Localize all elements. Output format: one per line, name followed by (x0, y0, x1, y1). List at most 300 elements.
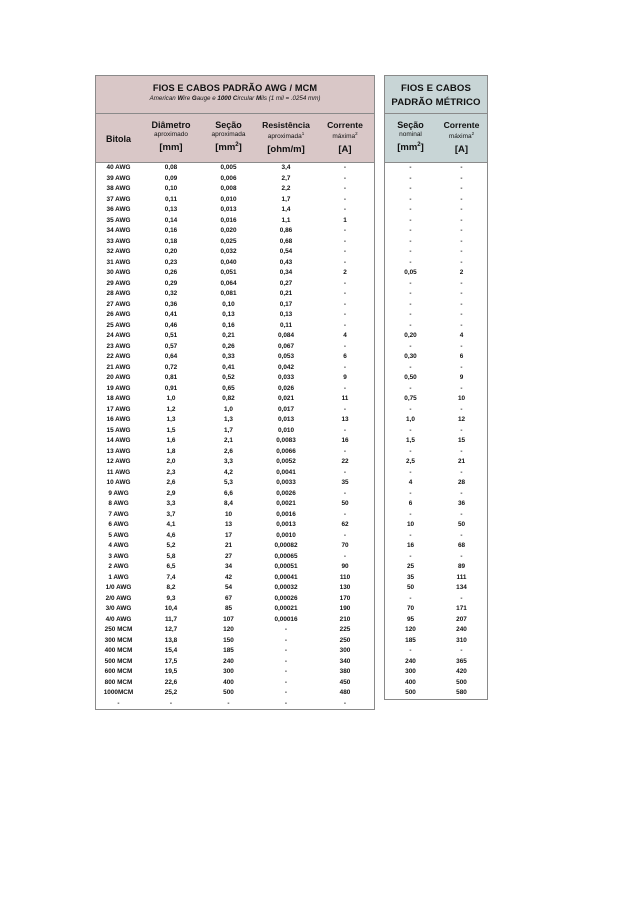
cell-bitola: 14 AWG (106, 437, 131, 444)
cell-corrente-maxima: - (460, 258, 463, 266)
table-row (96, 426, 374, 437)
table-row (385, 352, 487, 363)
table-row (385, 520, 487, 531)
cell-corrente: - (343, 321, 347, 329)
cell-corrente: 62 (341, 521, 349, 528)
cell-secao: 0,040 (220, 258, 237, 266)
cell-secao: 3,3 (224, 458, 233, 465)
table-row (385, 457, 487, 468)
cell-corrente: 250 (339, 636, 351, 644)
cell-resistencia: 0,0010 (276, 531, 296, 539)
cell-bitola: 40 AWG (106, 164, 131, 171)
awg-subtitle: American Wire Gauge e 1000 Circular Mils (1 mil = .0254 mm) (149, 95, 321, 102)
table-row (96, 468, 374, 479)
cell-resistencia: 0,34 (279, 269, 293, 276)
cell-bitola: 32 AWG (106, 248, 131, 255)
header-secao: Seção aproximada $[mm^2]$ (211, 120, 246, 154)
cell-corrente: - (343, 206, 347, 213)
cell-bitola: 37 AWG (106, 195, 131, 203)
cell-diametro: 0,91 (164, 384, 178, 392)
cell-corrente: - (343, 489, 347, 497)
cell-corrente: - (343, 227, 347, 234)
table-row (96, 352, 374, 363)
cell-corrente: - (343, 300, 347, 308)
cell-bitola: 24 AWG (106, 332, 131, 339)
table-row (96, 174, 374, 185)
table-row (385, 331, 487, 342)
cell-resistencia: - (284, 678, 288, 686)
cell-corrente-maxima: - (460, 510, 463, 518)
cell-secao: 0,82 (222, 395, 235, 402)
cell-diametro: 5,2 (166, 542, 176, 549)
table-row (385, 216, 487, 227)
cell-corrente-maxima: - (460, 447, 463, 455)
cell-secao-nominal: - (409, 552, 412, 560)
header-resistencia: Resistência aproximada$^1$ [ohm/m] (262, 120, 310, 156)
cell-secao-nominal: 25 (406, 563, 415, 570)
table-row (385, 510, 487, 521)
metric-title: FIOS E CABOS PADRÃO MÉTRICO (391, 83, 481, 108)
cell-secao-nominal: 16 (406, 542, 415, 549)
cell-corrente-maxima: 240 (456, 626, 467, 633)
cell-secao-nominal: 0,75 (404, 395, 417, 402)
cell-bitola: 35 AWG (106, 216, 131, 224)
table-row (96, 604, 374, 615)
cell-bitola: 12 AWG (106, 458, 131, 465)
cell-resistencia: 0,27 (279, 279, 293, 287)
cell-corrente: - (343, 363, 347, 371)
cell-corrente-maxima: - (460, 164, 463, 171)
cell-bitola: 4/0 AWG (105, 615, 132, 623)
cell-resistencia: 0,0066 (276, 447, 296, 455)
table-row (385, 363, 487, 374)
cell-resistencia: 1,4 (281, 206, 291, 213)
cell-corrente: 130 (339, 584, 351, 591)
table-row (96, 594, 374, 605)
cell-bitola: 27 AWG (106, 300, 131, 308)
cell-secao-nominal: - (409, 468, 412, 476)
cell-corrente: 2 (343, 269, 347, 276)
cell-secao-nominal: 70 (406, 605, 415, 612)
cell-bitola: 6 AWG (108, 521, 129, 528)
table-row (385, 541, 487, 552)
cell-resistencia: 0,11 (279, 321, 293, 329)
cell-secao-nominal: 50 (406, 584, 415, 591)
table-row (96, 237, 374, 248)
cell-corrente: 4 (343, 332, 347, 339)
cell-bitola: 30 AWG (106, 269, 131, 276)
cell-diametro: 2,6 (166, 479, 176, 486)
table-row (96, 688, 374, 699)
cell-corrente: 170 (339, 594, 351, 602)
cell-corrente: - (343, 384, 347, 392)
cell-secao: 0,008 (220, 185, 237, 192)
cell-corrente: 340 (339, 657, 351, 665)
table-row (385, 426, 487, 437)
cell-secao: 150 (223, 636, 234, 644)
cell-resistencia: 0,053 (278, 353, 294, 360)
table-row (96, 489, 374, 500)
table-row (385, 195, 487, 206)
cell-bitola: 17 AWG (106, 405, 131, 413)
cell-diametro: 1,3 (166, 416, 176, 423)
table-row (385, 667, 487, 678)
cell-corrente: - (343, 237, 347, 245)
cell-resistencia: 0,0026 (276, 489, 296, 497)
table-row (385, 258, 487, 269)
cell-corrente-maxima: 12 (457, 416, 466, 423)
cell-secao: 300 (223, 668, 234, 675)
table-row (385, 688, 487, 699)
cell-diametro: 12,7 (164, 626, 178, 633)
cell-secao-nominal: - (409, 342, 412, 350)
cell-corrente: 380 (339, 668, 351, 675)
cell-bitola: 20 AWG (106, 374, 131, 381)
cell-diametro: 3,7 (166, 510, 176, 518)
cell-secao-nominal: 35 (406, 573, 415, 581)
cell-bitola: 26 AWG (106, 311, 131, 318)
cell-secao-nominal: 6 (408, 500, 413, 507)
cell-bitola: 21 AWG (106, 363, 131, 371)
cell-secao-nominal: - (409, 311, 412, 318)
cell-bitola: 250 MCM (104, 626, 133, 633)
cell-secao-nominal: - (409, 185, 412, 192)
table-row (385, 573, 487, 584)
awg-header-row (96, 114, 374, 163)
cell-resistencia: 0,00082 (274, 542, 298, 549)
metric-title-block (385, 76, 487, 114)
cell-resistencia: 2,7 (281, 174, 291, 182)
cell-corrente-maxima: 134 (456, 584, 467, 591)
cell-secao: 85 (224, 605, 233, 612)
table-row (385, 436, 487, 447)
cell-corrente-maxima: - (460, 384, 463, 392)
cell-secao: 21 (224, 542, 233, 549)
cell-diametro: 19,5 (164, 668, 178, 675)
cell-corrente: 6 (343, 353, 347, 360)
cell-secao-nominal: - (409, 174, 412, 182)
cell-diametro: 0,57 (164, 342, 178, 350)
cell-resistencia: 1,7 (281, 195, 291, 203)
cell-diametro: 2,9 (166, 489, 176, 497)
cell-bitola: - (117, 699, 120, 707)
cell-corrente: - (343, 195, 347, 203)
cell-diametro: 17,5 (164, 657, 178, 665)
table-row (96, 195, 374, 206)
cell-secao: 8,4 (224, 500, 233, 507)
cell-corrente-maxima: - (460, 227, 463, 234)
cell-corrente-maxima: - (460, 531, 463, 539)
header-corrente-maxima: Corrente máxima$^2$ [A] (443, 120, 480, 156)
cell-bitola: 800 MCM (104, 678, 133, 686)
cell-secao-nominal: - (409, 258, 412, 266)
cell-resistencia: 0,00026 (274, 594, 298, 602)
cell-corrente: 480 (339, 689, 351, 696)
cell-corrente-maxima: - (460, 594, 463, 602)
cell-secao-nominal: - (409, 447, 412, 455)
cell-diametro: 0,09 (164, 174, 178, 182)
cell-secao: 42 (224, 573, 233, 581)
cell-resistencia: - (284, 647, 288, 654)
cell-secao-nominal: 95 (406, 615, 415, 623)
table-row (385, 415, 487, 426)
cell-corrente-maxima: - (460, 206, 463, 213)
cell-diametro: 0,41 (164, 311, 178, 318)
table-row (385, 289, 487, 300)
table-row (385, 384, 487, 395)
cell-secao-nominal: - (409, 279, 412, 287)
table-row (96, 216, 374, 227)
cell-corrente-maxima: - (460, 405, 463, 413)
cell-secao-nominal: - (409, 195, 412, 203)
cell-corrente: 22 (341, 458, 349, 465)
cell-resistencia: 0,013 (278, 416, 294, 423)
cell-bitola: 38 AWG (106, 185, 131, 192)
cell-resistencia: 0,17 (279, 300, 293, 308)
cell-bitola: 600 MCM (104, 668, 133, 675)
table-row (385, 489, 487, 500)
cell-secao-nominal: - (409, 647, 412, 654)
cell-corrente: - (343, 185, 347, 192)
cell-secao: 0,013 (220, 206, 237, 213)
cell-corrente-maxima: - (460, 363, 463, 371)
cell-corrente-maxima: - (460, 216, 463, 224)
cell-diametro: 13,8 (164, 636, 178, 644)
cell-corrente-maxima: 580 (456, 689, 467, 696)
cell-diametro: 0,26 (164, 269, 178, 276)
table-row (96, 247, 374, 258)
table-row (96, 331, 374, 342)
table-row (385, 594, 487, 605)
cell-secao-nominal: 10 (406, 521, 415, 528)
cell-secao: 34 (224, 563, 233, 570)
cell-secao-nominal: 1,5 (406, 437, 415, 444)
cell-corrente: - (343, 342, 347, 350)
cell-secao: - (227, 699, 230, 707)
cell-secao: 240 (223, 657, 234, 665)
table-row (96, 646, 374, 657)
cell-bitola: 1 AWG (108, 573, 129, 581)
header-bitola: Bitola (105, 134, 131, 144)
table-row (385, 468, 487, 479)
cell-bitola: 25 AWG (106, 321, 131, 329)
cell-diametro: 0,23 (164, 258, 178, 266)
cell-bitola: 19 AWG (106, 384, 131, 392)
cell-secao-nominal: 4 (408, 479, 413, 486)
cell-diametro: 15,4 (164, 647, 178, 654)
table-row (96, 373, 374, 384)
cell-corrente: 11 (341, 395, 349, 402)
table-row (385, 678, 487, 689)
table-row (96, 447, 374, 458)
table-row (96, 258, 374, 269)
cell-secao-nominal: 0,20 (404, 332, 417, 339)
cell-corrente-maxima: - (460, 426, 463, 434)
table-row (96, 415, 374, 426)
cell-secao: 0,005 (220, 164, 237, 171)
table-row (96, 394, 374, 405)
cell-secao-nominal: - (409, 426, 412, 434)
cell-secao-nominal: - (409, 405, 412, 413)
table-row (96, 667, 374, 678)
cell-diametro: 10,4 (164, 605, 178, 612)
cell-resistencia: 0,68 (279, 237, 293, 245)
cell-secao-nominal: 300 (405, 668, 416, 675)
table-row (385, 184, 487, 195)
table-row (385, 478, 487, 489)
cell-diametro: 5,8 (166, 552, 176, 560)
cell-secao-nominal: 400 (405, 678, 416, 686)
table-row (385, 237, 487, 248)
cell-secao-nominal: 185 (405, 636, 416, 644)
cell-secao-nominal: - (409, 206, 412, 213)
cell-diametro: 0,13 (164, 206, 178, 213)
cell-diametro: 0,14 (164, 216, 178, 224)
cell-resistencia: - (284, 626, 288, 633)
table-row (385, 646, 487, 657)
cell-corrente-maxima: 420 (456, 668, 467, 675)
cell-resistencia: 3,4 (281, 164, 291, 171)
table-row (385, 226, 487, 237)
cell-secao: 0,016 (220, 216, 237, 224)
cell-bitola: 3 AWG (108, 552, 129, 560)
cell-secao: 0,41 (222, 363, 235, 371)
cell-corrente-maxima: - (460, 300, 463, 308)
cell-diametro: 0,46 (164, 321, 178, 329)
table-row (96, 289, 374, 300)
cell-secao-nominal: 120 (405, 626, 416, 633)
cell-secao-nominal: - (409, 531, 412, 539)
table-row (96, 636, 374, 647)
table-row (96, 625, 374, 636)
cell-resistencia: 0,13 (279, 311, 293, 318)
cell-bitola: 33 AWG (106, 237, 131, 245)
cell-diametro: 4,6 (166, 531, 176, 539)
cell-secao-nominal: 0,30 (404, 353, 417, 360)
cell-resistencia: 0,042 (278, 363, 294, 371)
table-row (96, 205, 374, 216)
cell-secao: 2,6 (224, 447, 233, 455)
cell-bitola: 13 AWG (106, 447, 131, 455)
cell-resistencia: 0,43 (279, 258, 293, 266)
cell-corrente-maxima: 207 (456, 615, 467, 623)
cell-bitola: 400 MCM (104, 647, 133, 654)
table-row (96, 226, 374, 237)
cell-corrente-maxima: 10 (457, 395, 466, 402)
cell-secao: 0,16 (222, 321, 235, 329)
cell-bitola: 23 AWG (106, 342, 131, 350)
cell-secao-nominal: 0,50 (404, 374, 417, 381)
cell-corrente: - (343, 311, 347, 318)
cell-bitola: 11 AWG (106, 468, 131, 476)
cell-diametro: 1,5 (166, 426, 176, 434)
cell-secao: 0,020 (220, 227, 237, 234)
cell-secao: 500 (223, 689, 234, 696)
cell-bitola: 39 AWG (106, 174, 131, 182)
cell-corrente: 9 (343, 374, 347, 381)
cell-secao: 17 (224, 531, 233, 539)
table-row (385, 321, 487, 332)
header-diametro: Diâmetro aproximado [mm] (151, 120, 191, 153)
cell-secao-nominal: - (409, 248, 412, 255)
cell-resistencia: 0,0083 (276, 437, 296, 444)
cell-corrente: 35 (341, 479, 349, 486)
cell-bitola: 1000MCM (103, 689, 134, 696)
cell-diametro: 0,64 (164, 353, 178, 360)
cell-secao: 0,006 (220, 174, 237, 182)
cell-diametro: 0,18 (164, 237, 178, 245)
cell-bitola: 8 AWG (108, 500, 129, 507)
table-row (96, 321, 374, 332)
cell-resistencia: - (284, 699, 288, 707)
cell-secao-nominal: - (409, 384, 412, 392)
cell-bitola: 15 AWG (106, 426, 131, 434)
cell-resistencia: 0,54 (279, 248, 293, 255)
table-row (96, 184, 374, 195)
cell-secao-nominal: 1,0 (406, 416, 415, 423)
cell-diametro: 0,08 (164, 164, 178, 171)
cell-corrente-maxima: 111 (456, 573, 467, 581)
cell-bitola: 1/0 AWG (105, 584, 132, 591)
cell-bitola: 2 AWG (108, 563, 129, 570)
cell-secao: 0,025 (220, 237, 237, 245)
cell-secao: 0,26 (222, 342, 235, 350)
cell-corrente: - (343, 290, 347, 297)
table-row (385, 310, 487, 321)
cell-secao: 4,2 (224, 468, 233, 476)
cell-resistencia: 0,026 (278, 384, 294, 392)
cell-corrente-maxima: 6 (459, 353, 464, 360)
table-row (385, 531, 487, 542)
cell-secao: 54 (224, 584, 233, 591)
cell-corrente-maxima: - (460, 290, 463, 297)
cell-corrente-maxima: 2 (459, 269, 464, 276)
cell-corrente: - (343, 552, 347, 560)
cell-secao: 5,3 (224, 479, 233, 486)
cell-secao: 0,010 (220, 195, 237, 203)
cell-bitola: 18 AWG (106, 395, 131, 402)
cell-corrente: 300 (339, 647, 351, 654)
metric-header-row (385, 114, 487, 163)
cell-corrente: - (343, 426, 347, 434)
cell-resistencia: 0,0033 (276, 479, 296, 486)
table-row (96, 531, 374, 542)
cell-corrente-maxima: - (460, 647, 463, 654)
table-row (385, 604, 487, 615)
cell-resistencia: 0,010 (278, 426, 294, 434)
cell-diametro: 0,29 (164, 279, 178, 287)
table-row (96, 300, 374, 311)
cell-diametro: 1,8 (166, 447, 176, 455)
cell-bitola: 34 AWG (106, 227, 131, 234)
table-row (96, 310, 374, 321)
cell-corrente-maxima: - (460, 468, 463, 476)
cell-secao-nominal: - (409, 300, 412, 308)
table-row (385, 205, 487, 216)
cell-resistencia: 0,017 (278, 405, 294, 413)
table-row (96, 573, 374, 584)
cell-corrente: 210 (339, 615, 351, 623)
cell-corrente-maxima: 89 (457, 563, 466, 570)
cell-corrente: - (343, 468, 347, 476)
cell-bitola: 31 AWG (106, 258, 131, 266)
cell-secao-nominal: - (409, 321, 412, 329)
cell-secao-nominal: - (409, 164, 412, 171)
cell-corrente-maxima: 15 (457, 437, 466, 444)
cell-diametro: 2,0 (166, 458, 176, 465)
cell-diametro: 0,10 (164, 185, 178, 192)
table-row (385, 342, 487, 353)
